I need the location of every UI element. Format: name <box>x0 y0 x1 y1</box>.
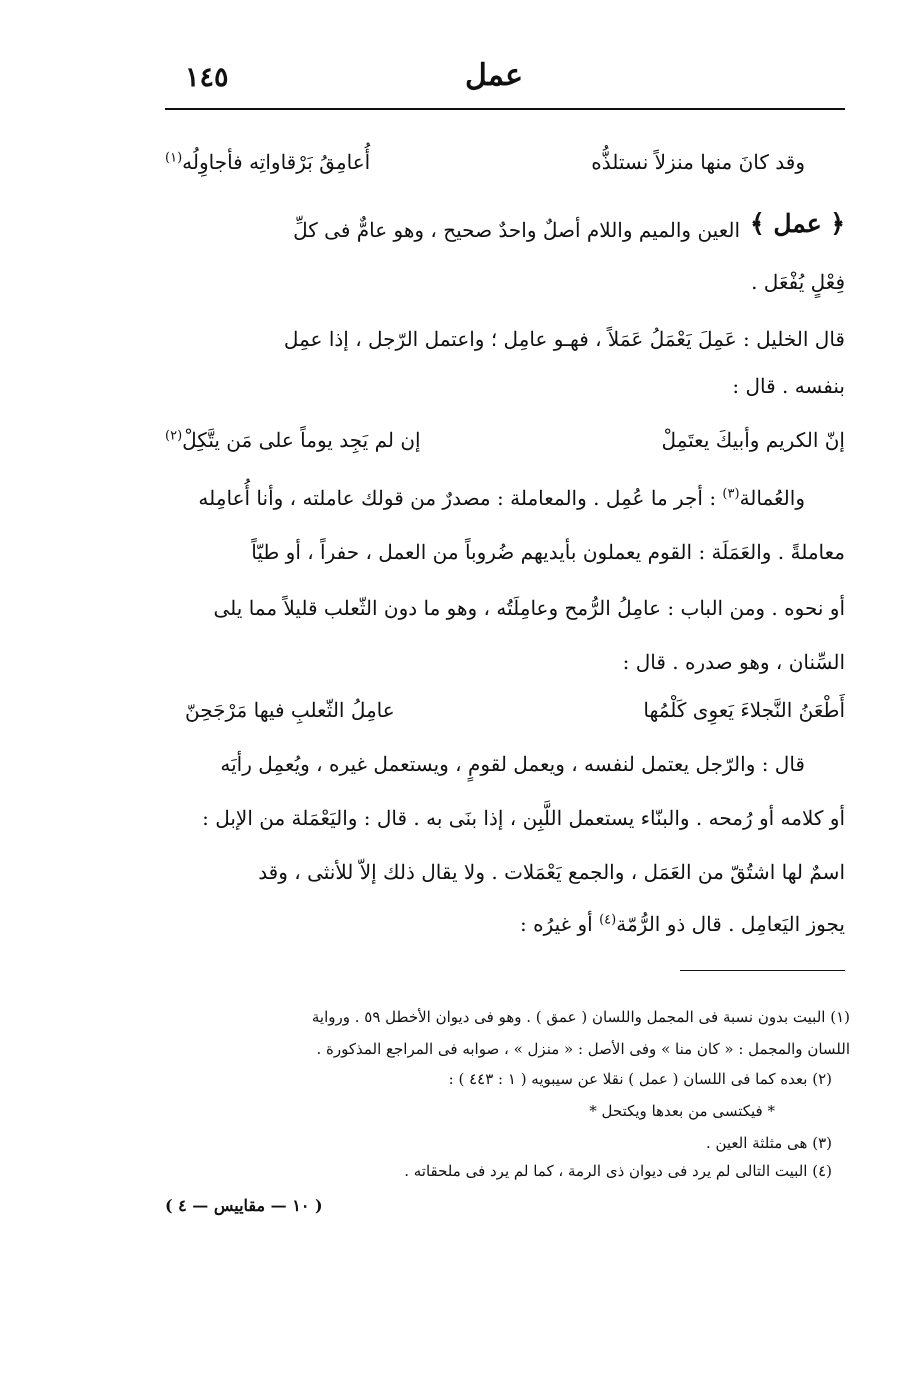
paragraph-3-line-3: أو نحوه . ومن الباب : عامِلُ الرُّمح وعامِلَتُه ، وهو ما دون الثّعلب قليلاً مما يلى <box>213 596 845 620</box>
footnote-2-line-2: * فيكتسى من بعدها ويكتحل * <box>589 1102 775 1120</box>
entry-line-2: فِعْلٍ يُفْعَل . <box>751 270 845 294</box>
entry-headword: ﴿ عمل ﴾ <box>749 209 845 238</box>
page-header <box>165 56 845 106</box>
footnote-mark-2: (٢) <box>165 428 183 444</box>
signature-mark: ( ١٠ — مقاييس — ٤ ) <box>165 1196 323 1215</box>
entry-definition-1: العين والميم واللام أصلٌ واحدٌ صحيح ، وهو عامٌّ فى كلِّ <box>293 218 740 242</box>
verse-1-first-hemistich: وقد كانَ منها منزلاً نستلذُّه <box>591 150 805 174</box>
verse-3-second-hemistich: عامِلُ الثّعلبِ فيها مَرْجَحِنّ <box>185 698 395 722</box>
running-head: عمل <box>465 58 523 93</box>
header-rule <box>165 108 845 110</box>
verse-3-first-hemistich: أَطْعَنُ النَّجلاءَ يَعوِى كَلْمُها <box>643 698 845 722</box>
paragraph-4-line-4: يجوز اليَعامِل . قال ذو الرُّمّة$^{(٤)}$ أو غيرُه : <box>520 912 845 936</box>
paragraph-4-line-1: قال : والرّجل يعتمل لنفسه ، ويعمل لقومٍ ، ويستعمل غيره ، ويُعمِل رأيَه <box>220 752 805 776</box>
paragraph-4-line-3: اسمٌ لها اشتُقّ من العَمَل ، والجمع يَعْمَلات . ولا يقال ذلك إلاّ للأنثى ، وقد <box>258 860 845 884</box>
footnote-4: (٤) البيت التالى لم يرد فى ديوان ذى الرمة ، كما لم يرد فى ملحقاته . <box>404 1162 832 1180</box>
verse-1-second-hemistich: أُعامِقُ بَرْقاواتِه فأجاوِلُه$^{(١)}$ <box>165 150 371 174</box>
page-number: ١٤٥ <box>185 62 229 93</box>
footnote-2-line-1: (٢) بعده كما فى اللسان ( عمل ) نقلا عن سيبويه ( ١ : ٤٤٣ ) : <box>448 1070 832 1088</box>
verse-2-first-hemistich: إنّ الكريم وأبيكَ يعتَمِلْ <box>661 428 845 452</box>
paragraph-3-line-4: السِّنان ، وهو صدره . قال : <box>622 650 845 674</box>
paragraph-3-line-2: معاملةً . والعَمَلَة : القوم يعملون بأيديهم ضُروباً من العمل ، حفراً ، أو طيّاً <box>251 540 845 564</box>
paragraph-4-line-2: أو كلامه أو رُمحه . والبنّاء يستعمل اللَّبِن ، إذا بنَى به . قال : واليَعْمَلة من الإبل : <box>202 806 845 830</box>
paragraph-3-line-1: والعُمالة$^{(٣)}$ : أجر ما عُمِل . والمعاملة : مصدرٌ من قولك عاملته ، وأنا أُعامِله <box>198 486 805 510</box>
paragraph-2-line-1: قال الخليل : عَمِلَ يَعْمَلُ عَمَلاً ، فهـو عامِل ؛ واعتمل الرّجل ، إذا عمِل <box>283 327 845 351</box>
paragraph-2-line-2: بنفسه . قال : <box>732 374 845 398</box>
footnote-rule <box>680 970 845 971</box>
footnote-mark-3: (٣) <box>722 486 740 502</box>
verse-2-second-hemistich: إن لم يَجِد يوماً على مَن يتَّكِلْ$^{(٢)}$ <box>165 428 421 452</box>
footnote-1-line-1: (١) البيت بدون نسبة فى المجمل واللسان ( عمق ) . وهو فى ديوان الأخطل ٥٩ . ورواية <box>311 1008 850 1026</box>
footnote-mark-1: (١) <box>165 150 183 166</box>
footnote-1-line-2: اللسان والمجمل : « كان منا » وفى الأصل : « منزل » ، صوابه فى المراجع المذكورة . <box>316 1040 850 1058</box>
footnote-3: (٣) هى مثلثة العين . <box>705 1134 832 1152</box>
footnote-mark-4: (٤) <box>599 912 617 928</box>
